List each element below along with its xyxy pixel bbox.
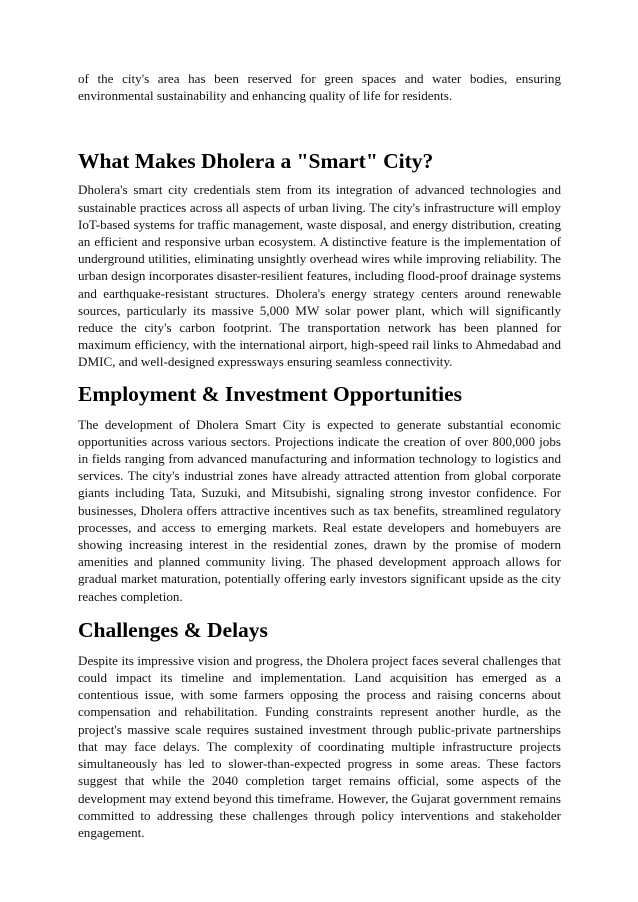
- section-paragraph-smart-city: Dholera's smart city credentials stem from its integration of advanced technologies and sustainable practices across all aspects of urban living. The city's infrastructure will employ IoT-based systems for traffic management, waste disposal, and energy distribution, creating an efficient and responsive urban ecosystem. A distinctive feature is the implementation of underground utilities, eliminating unsightly overhead wires while improving reliability. The urban design incorporates disaster-resilient features, including flood-proof drainage systems and earthquake-resistant structures. Dholera's energy strategy centers around renewable sources, particularly its massive 5,000 MW solar power plant, which will significantly reduce the city's carbon footprint. The transportation network has been planned for maximum efficiency, with the international airport, high-speed rail links to Ahmedabad and DMIC, and well-designed expressways ensuring seamless connectivity.: [78, 182, 561, 370]
- intro-paragraph: of the city's area has been reserved for green spaces and water bodies, ensuring environmental sustainability and enhancing quality of life for residents.: [78, 71, 561, 104]
- section-paragraph-employment: The development of Dholera Smart City is expected to generate substantial economic opportunities across various sectors. Projections indicate the creation of over 800,000 jobs in fields ranging from advanced manufacturing and information technology to logistics and services. The city's industrial zones have already attracted attention from global corporate giants including Tata, Suzuki, and Mitsubishi, signaling strong investor confidence. For businesses, Dholera offers attractive incentives such as tax benefits, streamlined regulatory processes, and access to emerging markets. Real estate developers and homebuyers are showing increasing interest in the residential zones, drawn by the promise of modern amenities and planned community living. The phased development approach allows for gradual market maturation, potentially offering early investors significant upside as the city reaches completion.: [78, 416, 561, 604]
- section-smart-city: [78, 148, 561, 174]
- section-heading-employment: Employment & Investment Opportunities: [78, 381, 463, 406]
- section-challenges: [78, 617, 561, 643]
- document-page: [78, 70, 561, 841]
- section-paragraph-challenges: Despite its impressive vision and progress, the Dholera project faces several challenges that could impact its timeline and implementation. Land acquisition has emerged as a contentious issue, with some farmers opposing the process and raising concerns about compensation and rehabilitation. Funding constraints represent another hurdle, as the project's massive scale requires sustained investment through public-private partnerships that may face delays. The complexity of coordinating multiple infrastructure projects simultaneously has led to slower-than-expected progress in some areas. These factors suggest that while the 2040 completion target remains official, some aspects of the development may extend beyond this timeframe. However, the Gujarat government remains committed to addressing these challenges through policy interventions and stakeholder engagement.: [78, 652, 561, 840]
- section-employment: [78, 381, 561, 407]
- section-heading-challenges: Challenges & Delays: [78, 617, 268, 642]
- section-heading-smart-city: What Makes Dholera a "Smart" City?: [78, 149, 434, 174]
